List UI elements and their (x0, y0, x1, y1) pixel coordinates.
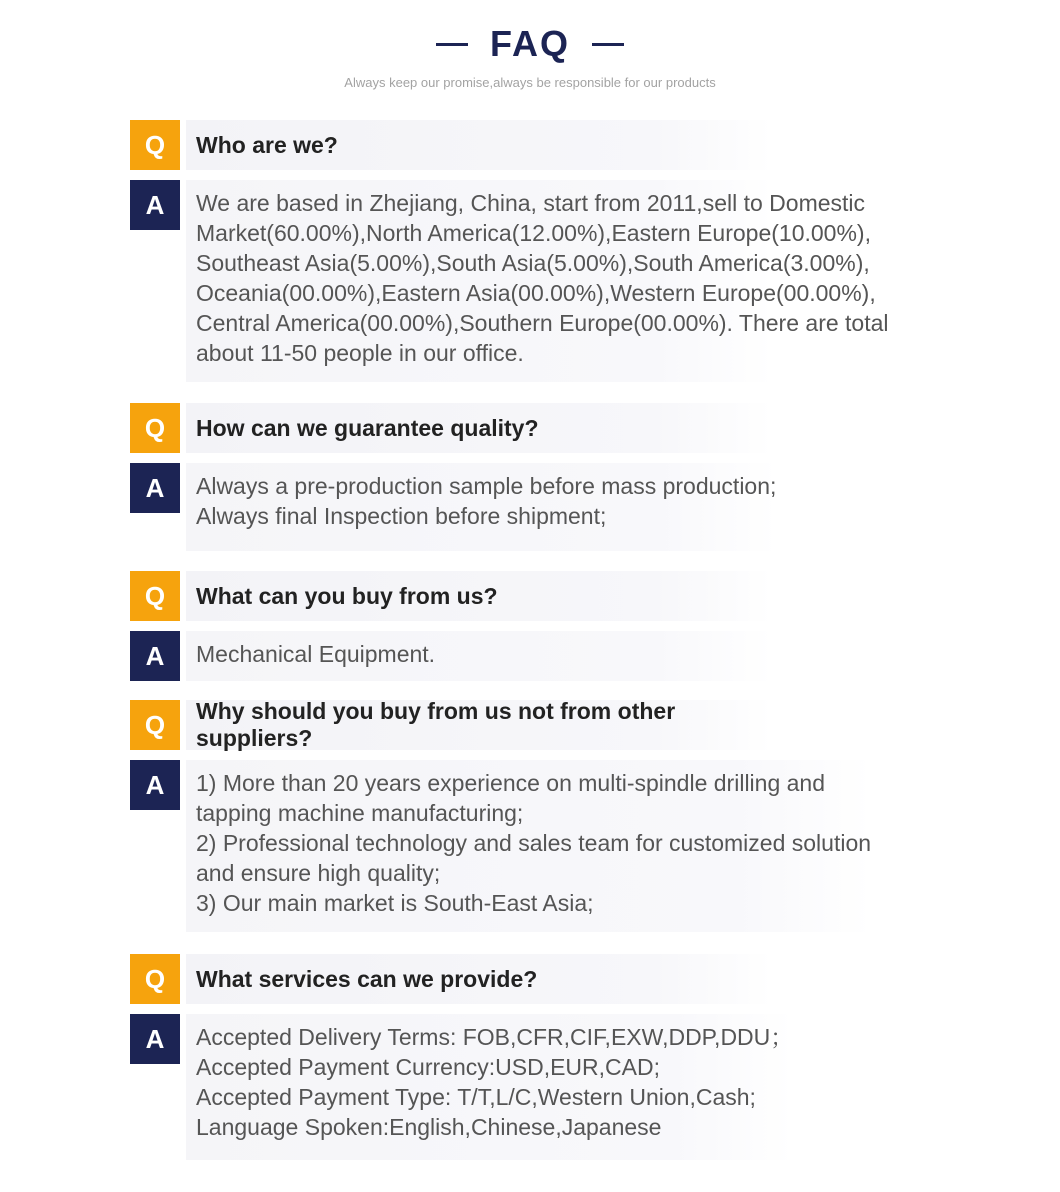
question-badge: Q (130, 120, 180, 170)
question-row (130, 954, 930, 1004)
answer-badge: A (130, 631, 180, 681)
answer-body (186, 1014, 793, 1160)
question-row (130, 120, 930, 170)
answer-row (130, 1014, 930, 1160)
answer-line: We are based in Zhejiang, China, start from 2011,sell to Domestic (196, 190, 866, 216)
question-row (130, 571, 930, 621)
answer-body (186, 760, 871, 932)
faq-item-services (130, 954, 930, 1160)
faq-item-who-are-we (130, 120, 930, 382)
answer-row (130, 760, 930, 932)
answer-line: and ensure high quality; (196, 860, 441, 886)
answer-body (186, 631, 772, 681)
answer-line: 3) Our main market is South-East Asia; (196, 890, 594, 916)
question-badge: Q (130, 403, 180, 453)
question-text: Why should you buy from us not from other suppliers? (186, 700, 772, 750)
question-row (130, 700, 930, 750)
question-badge: Q (130, 954, 180, 1004)
page-title: FAQ (489, 23, 570, 64)
faq-item-products (130, 571, 930, 681)
question-text: What can you buy from us? (186, 571, 772, 621)
faq-header (0, 22, 1060, 92)
answer-row (130, 463, 930, 551)
title-row (0, 22, 1060, 66)
answer-line: about 11-50 people in our office. (196, 340, 524, 366)
answer-line: Always a pre-production sample before mass production; (196, 473, 777, 499)
answer-line: Oceania(00.00%),Eastern Asia(00.00%),Western Europe(00.00%), (196, 280, 876, 306)
answer-line: tapping machine manufacturing; (196, 800, 524, 826)
answer-badge: A (130, 1014, 180, 1064)
question-badge: Q (130, 571, 180, 621)
question-text: What services can we provide? (186, 954, 772, 1004)
answer-line: Market(60.00%),North America(12.00%),Eastern Europe(10.00%), (196, 220, 871, 246)
title-right-dash (592, 43, 624, 46)
answer-line: 2) Professional technology and sales team for customized solution (196, 830, 872, 856)
faq-item-quality (130, 403, 930, 551)
answer-line: Central America(00.00%),Southern Europe(00.00%). There are total (196, 310, 889, 336)
answer-line: Accepted Payment Currency:USD,EUR,CAD; (196, 1054, 660, 1080)
answer-line: Always final Inspection before shipment; (196, 503, 607, 529)
answer-body (186, 463, 776, 551)
question-row (130, 403, 930, 453)
question-badge: Q (130, 700, 180, 750)
answer-line: Southeast Asia(5.00%),South Asia(5.00%),South America(3.00%), (196, 250, 870, 276)
question-text: Who are we? (186, 120, 772, 170)
answer-badge: A (130, 180, 180, 230)
title-left-dash (436, 43, 468, 46)
answer-body (186, 180, 889, 382)
answer-badge: A (130, 760, 180, 810)
answer-line: Accepted Payment Type: T/T,L/C,Western Union,Cash; (196, 1084, 756, 1110)
faq-item-why-us (130, 700, 930, 932)
page-subtitle: Always keep our promise,always be responsible for our products (344, 75, 716, 90)
answer-line: Accepted Delivery Terms: FOB,CFR,CIF,EXW,DDP,DDU； (196, 1024, 794, 1050)
answer-row (130, 631, 930, 681)
question-text: How can we guarantee quality? (186, 403, 772, 453)
answer-badge: A (130, 463, 180, 513)
answer-row (130, 180, 930, 382)
answer-line: Language Spoken:English,Chinese,Japanese (196, 1114, 662, 1140)
answer-line: Mechanical Equipment. (196, 641, 436, 667)
answer-line: 1) More than 20 years experience on multi-spindle drilling and (196, 770, 826, 796)
